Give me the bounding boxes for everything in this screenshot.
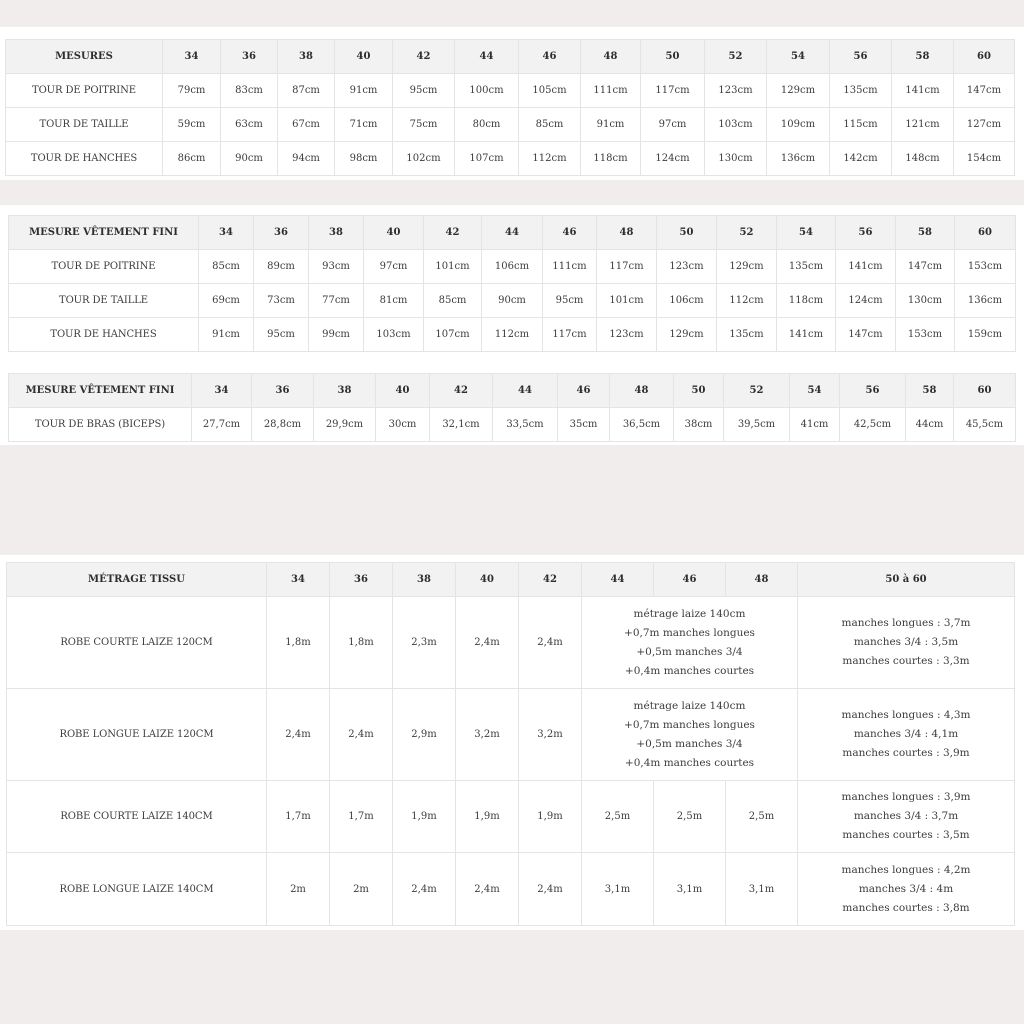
cell: 147cm — [896, 250, 955, 284]
size-header: 46 — [654, 563, 726, 597]
cell: 2,4m — [519, 853, 582, 926]
size-header: 46 — [558, 374, 610, 408]
note-line: manches 3/4 : 4m — [858, 882, 954, 895]
size-header: 54 — [790, 374, 840, 408]
sizes-50-60-cell — [798, 597, 1015, 689]
row-label: TOUR DE POITRINE — [6, 74, 163, 108]
cell: 2,5m — [582, 781, 654, 853]
cell: 2,4m — [267, 689, 330, 781]
cell: 2,3m — [393, 597, 456, 689]
cell: 100cm — [455, 74, 519, 108]
note-line: manches longues : 4,2m — [841, 863, 971, 876]
size-header: 50 — [674, 374, 724, 408]
size-header: 48 — [581, 40, 641, 74]
size-header: 48 — [597, 216, 657, 250]
size-header: 44 — [455, 40, 519, 74]
cell: 129cm — [767, 74, 830, 108]
note-line: manches longues : 4,3m — [841, 709, 971, 721]
size-header: 34 — [192, 374, 252, 408]
cell: 3,1m — [654, 853, 726, 926]
cell: 112cm — [519, 142, 581, 176]
cell: 97cm — [641, 108, 705, 142]
cell: 2,9m — [393, 689, 456, 781]
cell: 153cm — [955, 250, 1016, 284]
cell: 136cm — [955, 284, 1016, 318]
cell: 59cm — [163, 108, 221, 142]
row-label: TOUR DE BRAS (BICEPS) — [9, 408, 192, 442]
size-header: 40 — [364, 216, 424, 250]
size-header: 56 — [830, 40, 892, 74]
table-row — [6, 142, 1015, 176]
cell: 97cm — [364, 250, 424, 284]
cell: 105cm — [519, 74, 581, 108]
cell: 1,7m — [330, 781, 393, 853]
cell: 107cm — [424, 318, 482, 352]
cell: 129cm — [657, 318, 717, 352]
size-header: 34 — [163, 40, 221, 74]
size-header: 46 — [519, 40, 581, 74]
cell: 111cm — [543, 250, 597, 284]
cell: 63cm — [221, 108, 278, 142]
cell: 154cm — [954, 142, 1015, 176]
fabric-yardage-table — [6, 562, 1015, 926]
cell: 135cm — [777, 250, 836, 284]
size-header: 58 — [896, 216, 955, 250]
note-line: +0,5m manches 3/4 — [636, 645, 743, 658]
cell: 129cm — [717, 250, 777, 284]
cell: 102cm — [393, 142, 455, 176]
size-header: 60 — [954, 374, 1016, 408]
size-header: 44 — [493, 374, 558, 408]
cell: 123cm — [657, 250, 717, 284]
cell: 106cm — [657, 284, 717, 318]
cell: 95cm — [393, 74, 455, 108]
cell: 93cm — [309, 250, 364, 284]
cell: 2,4m — [456, 853, 519, 926]
cell: 42,5cm — [840, 408, 906, 442]
note-line: +0,7m manches longues — [624, 626, 755, 639]
size-header: 48 — [726, 563, 798, 597]
cell: 147cm — [836, 318, 896, 352]
cell: 69cm — [199, 284, 254, 318]
cell: 91cm — [581, 108, 641, 142]
cell: 35cm — [558, 408, 610, 442]
cell: 32,1cm — [430, 408, 493, 442]
cell: 2,5m — [654, 781, 726, 853]
cell: 89cm — [254, 250, 309, 284]
header-label: MÉTRAGE TISSU — [7, 563, 267, 597]
cell: 3,2m — [456, 689, 519, 781]
table-header-row — [7, 563, 1015, 597]
cell: 3,1m — [726, 853, 798, 926]
size-header: 60 — [954, 40, 1015, 74]
size-header: 52 — [724, 374, 790, 408]
cell: 107cm — [455, 142, 519, 176]
header-label: MESURE VÊTEMENT FINI — [9, 374, 192, 408]
sizes-50-60-cell — [798, 781, 1015, 853]
row-label: ROBE COURTE LAIZE 120CM — [7, 597, 267, 689]
cell: 80cm — [455, 108, 519, 142]
biceps-table — [8, 373, 1016, 442]
table-row — [7, 853, 1015, 926]
cell: 85cm — [199, 250, 254, 284]
cell: 1,8m — [330, 597, 393, 689]
size-header: 38 — [314, 374, 376, 408]
table-row — [6, 74, 1015, 108]
size-header: 38 — [393, 563, 456, 597]
size-header: 42 — [424, 216, 482, 250]
cell: 111cm — [581, 74, 641, 108]
header-label: MESURES — [6, 40, 163, 74]
merged-44-48-cell — [582, 597, 798, 689]
cell: 1,7m — [267, 781, 330, 853]
cell: 1,9m — [519, 781, 582, 853]
cell: 124cm — [641, 142, 705, 176]
size-header: 34 — [267, 563, 330, 597]
table-header-row — [6, 40, 1015, 74]
cell: 112cm — [482, 318, 543, 352]
size-header: 42 — [430, 374, 493, 408]
cell: 86cm — [163, 142, 221, 176]
size-header: 42 — [393, 40, 455, 74]
size-header: 36 — [252, 374, 314, 408]
cell: 36,5cm — [610, 408, 674, 442]
size-header: 34 — [199, 216, 254, 250]
cell: 90cm — [221, 142, 278, 176]
cell: 29,9cm — [314, 408, 376, 442]
size-header: 56 — [840, 374, 906, 408]
cell: 28,8cm — [252, 408, 314, 442]
table-row — [9, 318, 1016, 352]
cell: 148cm — [892, 142, 954, 176]
cell: 2,4m — [519, 597, 582, 689]
cell: 67cm — [278, 108, 335, 142]
cell: 103cm — [705, 108, 767, 142]
merged-44-48-cell — [582, 689, 798, 781]
note-line: manches longues : 3,7m — [841, 617, 971, 629]
size-header: 46 — [543, 216, 597, 250]
cell: 117cm — [597, 250, 657, 284]
size-header: 50 à 60 — [798, 563, 1015, 597]
cell: 45,5cm — [954, 408, 1016, 442]
cell: 71cm — [335, 108, 393, 142]
cell: 153cm — [896, 318, 955, 352]
cell: 83cm — [221, 74, 278, 108]
finished-garment-table — [8, 215, 1016, 352]
cell: 27,7cm — [192, 408, 252, 442]
size-header: 44 — [482, 216, 543, 250]
table-row — [7, 781, 1015, 853]
size-header: 52 — [717, 216, 777, 250]
cell: 2m — [267, 853, 330, 926]
cell: 91cm — [335, 74, 393, 108]
cell: 117cm — [641, 74, 705, 108]
cell: 141cm — [836, 250, 896, 284]
size-header: 36 — [330, 563, 393, 597]
cell: 106cm — [482, 250, 543, 284]
cell: 39,5cm — [724, 408, 790, 442]
cell: 136cm — [767, 142, 830, 176]
cell: 99cm — [309, 318, 364, 352]
cell: 2m — [330, 853, 393, 926]
size-header: 56 — [836, 216, 896, 250]
cell: 159cm — [955, 318, 1016, 352]
cell: 2,4m — [330, 689, 393, 781]
header-label: MESURE VÊTEMENT FINI — [9, 216, 199, 250]
cell: 30cm — [376, 408, 430, 442]
note-line: +0,5m manches 3/4 — [636, 737, 743, 750]
size-header: 42 — [519, 563, 582, 597]
size-header: 38 — [309, 216, 364, 250]
size-header: 58 — [906, 374, 954, 408]
body-measurements-table — [5, 39, 1015, 176]
row-label: TOUR DE HANCHES — [6, 142, 163, 176]
sizes-50-60-cell — [798, 853, 1015, 926]
size-header: 38 — [278, 40, 335, 74]
size-header: 54 — [767, 40, 830, 74]
cell: 75cm — [393, 108, 455, 142]
table-header-row — [9, 216, 1016, 250]
size-header: 36 — [221, 40, 278, 74]
cell: 118cm — [777, 284, 836, 318]
note-line: +0,4m manches courtes — [624, 756, 755, 769]
note-line: manches 3/4 : 3,7m — [853, 810, 959, 822]
row-label: TOUR DE HANCHES — [9, 318, 199, 352]
cell: 81cm — [364, 284, 424, 318]
row-label: ROBE LONGUE LAIZE 120CM — [7, 689, 267, 781]
cell: 90cm — [482, 284, 543, 318]
row-label: TOUR DE TAILLE — [9, 284, 199, 318]
cell: 101cm — [597, 284, 657, 318]
cell: 118cm — [581, 142, 641, 176]
cell: 33,5cm — [493, 408, 558, 442]
cell: 38cm — [674, 408, 724, 442]
size-header: 40 — [376, 374, 430, 408]
cell: 2,5m — [726, 781, 798, 853]
table-row — [9, 250, 1016, 284]
note-line: métrage laize 140cm — [633, 607, 746, 620]
row-label: TOUR DE TAILLE — [6, 108, 163, 142]
cell: 3,1m — [582, 853, 654, 926]
cell: 127cm — [954, 108, 1015, 142]
note-line: manches courtes : 3,8m — [842, 901, 970, 914]
cell: 135cm — [717, 318, 777, 352]
cell: 121cm — [892, 108, 954, 142]
cell: 79cm — [163, 74, 221, 108]
cell: 2,4m — [393, 853, 456, 926]
cell: 85cm — [519, 108, 581, 142]
size-header: 50 — [641, 40, 705, 74]
cell: 1,9m — [393, 781, 456, 853]
cell: 142cm — [830, 142, 892, 176]
table-row — [7, 689, 1015, 781]
cell: 2,4m — [456, 597, 519, 689]
row-label: ROBE COURTE LAIZE 140CM — [7, 781, 267, 853]
note-line: +0,4m manches courtes — [624, 664, 755, 677]
note-line: manches 3/4 : 3,5m — [853, 636, 959, 648]
cell: 91cm — [199, 318, 254, 352]
cell: 41cm — [790, 408, 840, 442]
cell: 130cm — [705, 142, 767, 176]
note-line: manches courtes : 3,3m — [842, 655, 970, 667]
cell: 117cm — [543, 318, 597, 352]
size-header: 50 — [657, 216, 717, 250]
note-line: manches longues : 3,9m — [841, 791, 971, 803]
cell: 115cm — [830, 108, 892, 142]
cell: 77cm — [309, 284, 364, 318]
table-row — [9, 408, 1016, 442]
size-header: 60 — [955, 216, 1016, 250]
cell: 85cm — [424, 284, 482, 318]
cell: 123cm — [705, 74, 767, 108]
cell: 1,9m — [456, 781, 519, 853]
cell: 135cm — [830, 74, 892, 108]
cell: 141cm — [892, 74, 954, 108]
cell: 1,8m — [267, 597, 330, 689]
cell: 94cm — [278, 142, 335, 176]
note-line: manches courtes : 3,9m — [842, 747, 970, 759]
size-header: 54 — [777, 216, 836, 250]
table-row — [6, 108, 1015, 142]
cell: 3,2m — [519, 689, 582, 781]
cell: 98cm — [335, 142, 393, 176]
size-header: 58 — [892, 40, 954, 74]
cell: 123cm — [597, 318, 657, 352]
cell: 95cm — [543, 284, 597, 318]
size-header: 52 — [705, 40, 767, 74]
size-header: 40 — [456, 563, 519, 597]
row-label: TOUR DE POITRINE — [9, 250, 199, 284]
note-line: +0,7m manches longues — [624, 718, 755, 731]
note-line: manches 3/4 : 4,1m — [853, 728, 959, 740]
size-header: 44 — [582, 563, 654, 597]
cell: 112cm — [717, 284, 777, 318]
cell: 44cm — [906, 408, 954, 442]
size-header: 36 — [254, 216, 309, 250]
cell: 87cm — [278, 74, 335, 108]
cell: 73cm — [254, 284, 309, 318]
size-header: 48 — [610, 374, 674, 408]
table-row — [7, 597, 1015, 689]
cell: 130cm — [896, 284, 955, 318]
sizes-50-60-cell — [798, 689, 1015, 781]
cell: 101cm — [424, 250, 482, 284]
cell: 141cm — [777, 318, 836, 352]
table-header-row — [9, 374, 1016, 408]
cell: 103cm — [364, 318, 424, 352]
note-line: manches courtes : 3,5m — [842, 829, 970, 841]
cell: 109cm — [767, 108, 830, 142]
row-label: ROBE LONGUE LAIZE 140CM — [7, 853, 267, 926]
size-header: 40 — [335, 40, 393, 74]
note-line: métrage laize 140cm — [633, 699, 746, 712]
table-row — [9, 284, 1016, 318]
cell: 147cm — [954, 74, 1015, 108]
cell: 124cm — [836, 284, 896, 318]
cell: 95cm — [254, 318, 309, 352]
